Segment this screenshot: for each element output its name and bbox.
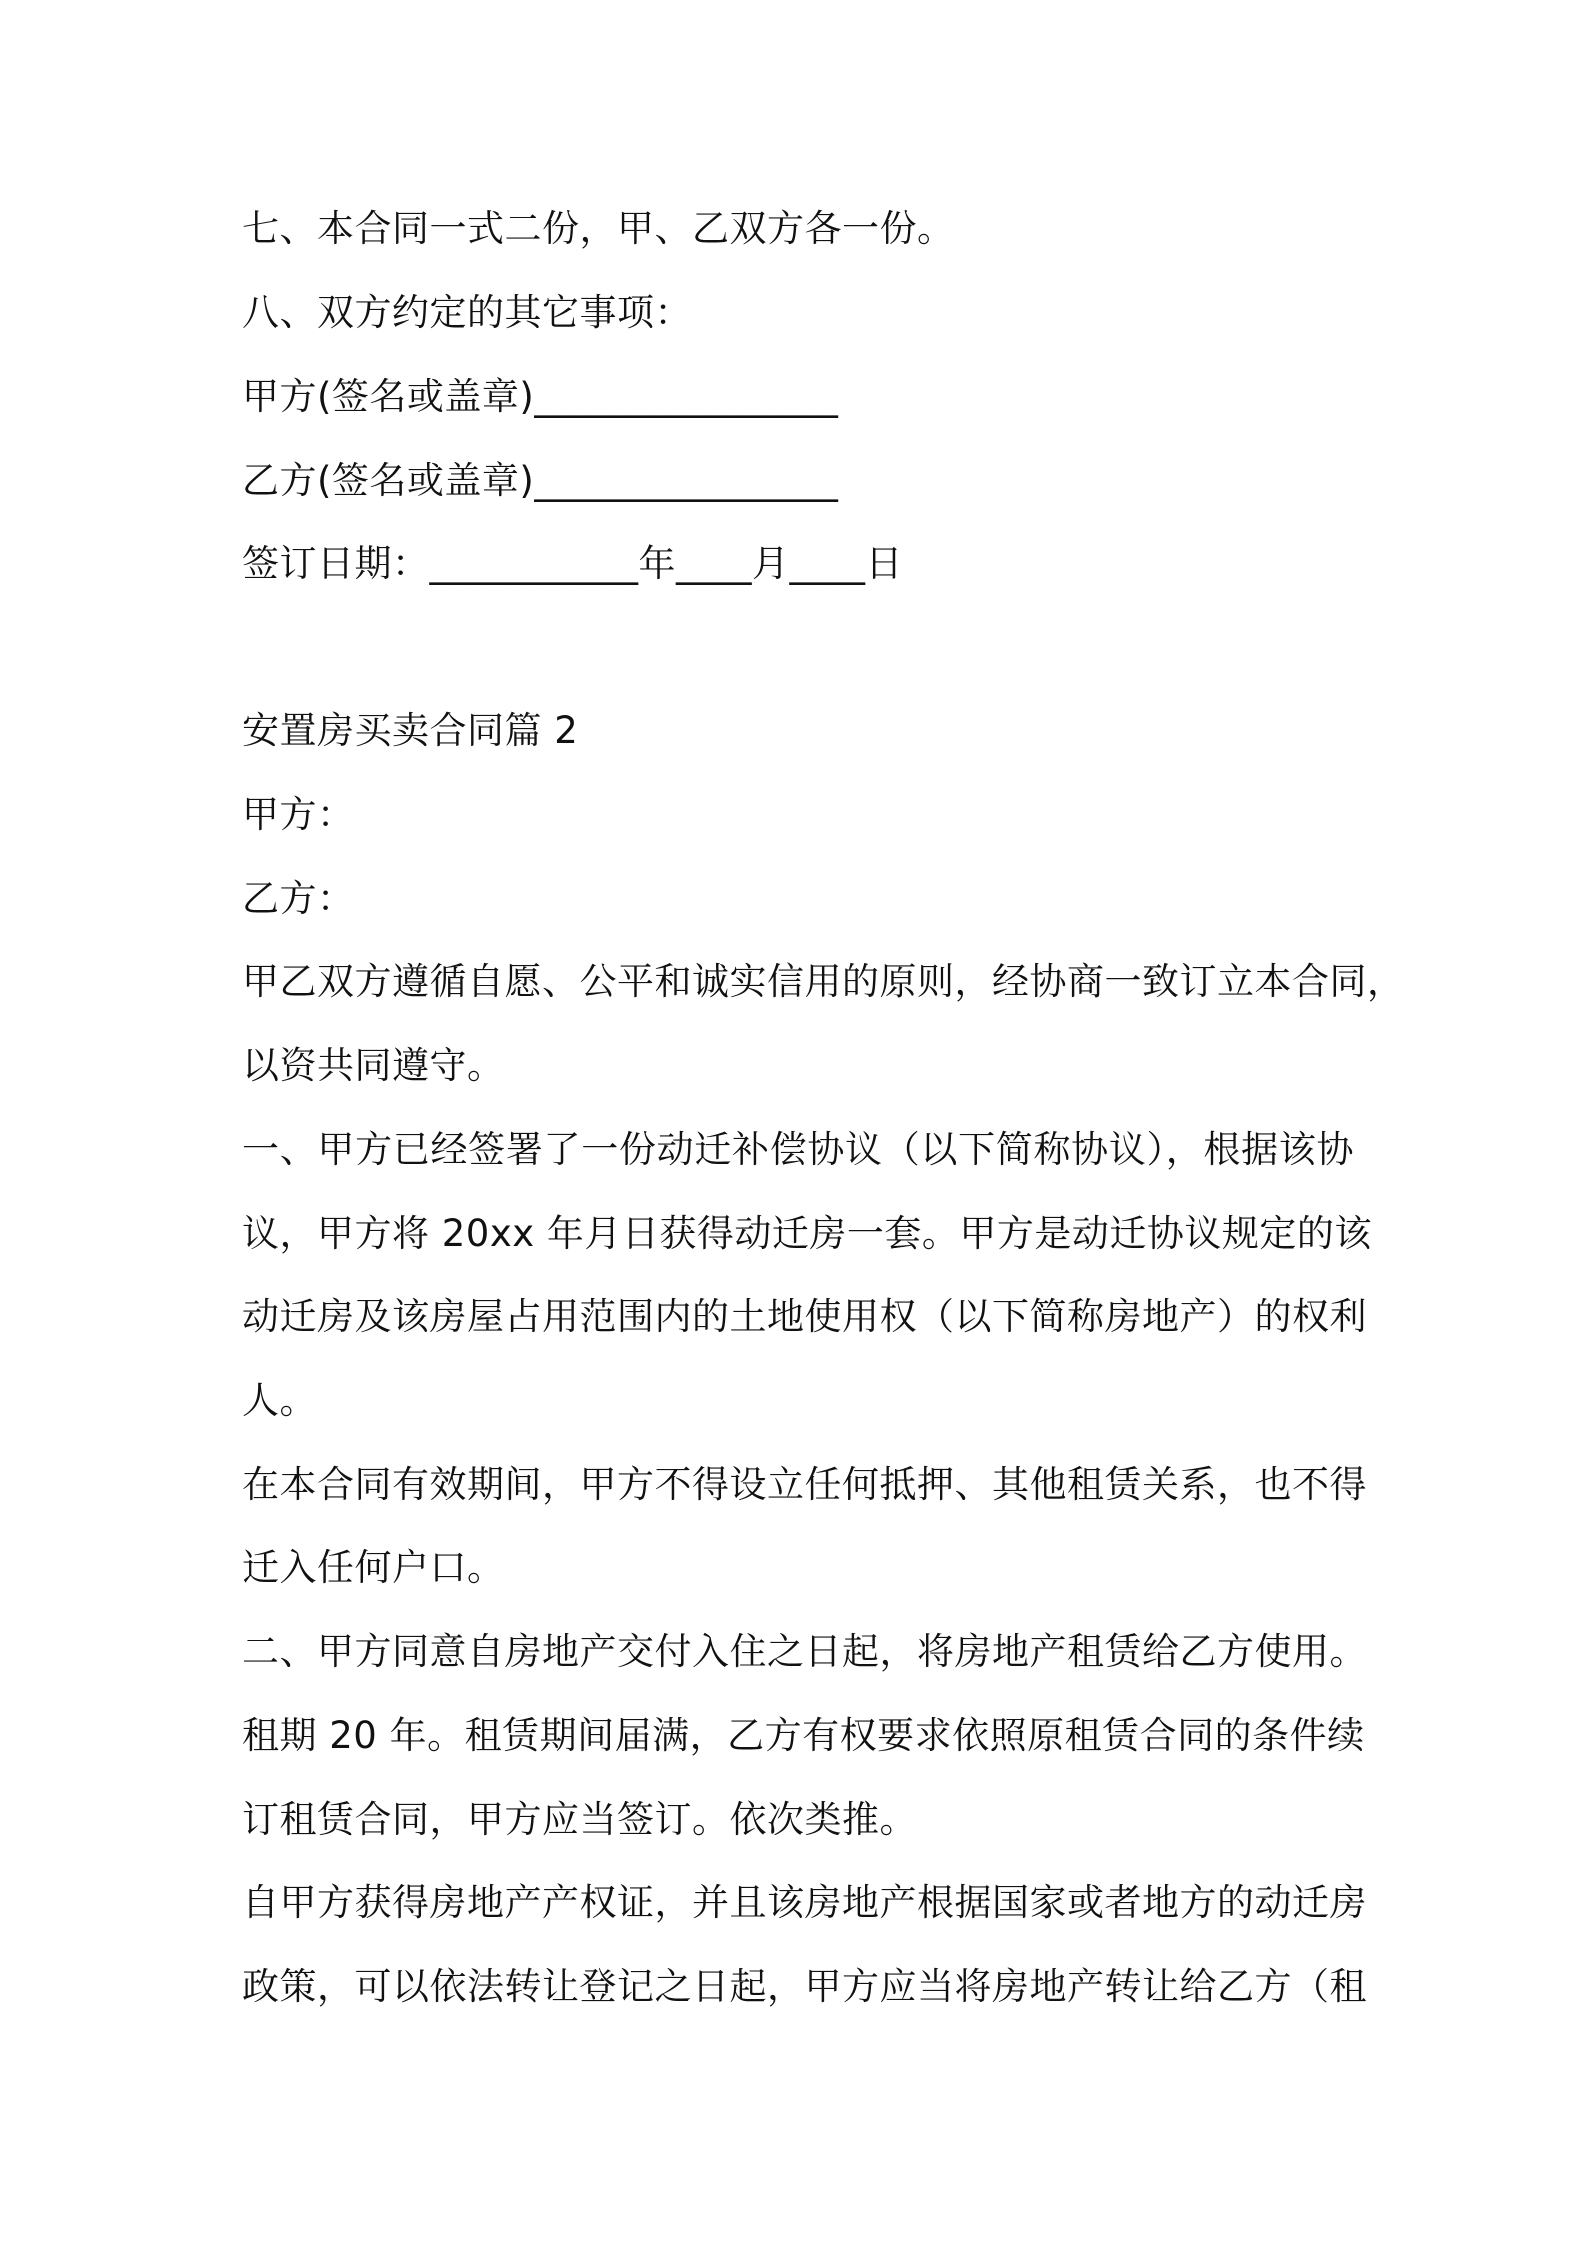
clause-2-line-3: 订租赁合同，甲方应当签订。依次类推。 (242, 1798, 917, 1841)
preamble-line-1: 甲乙双方遵循自愿、公平和诚实信用的原则，经协商一致订立本合同， (242, 960, 1405, 1003)
party-b-signature-line: 乙方(签名或盖章)________________ (242, 459, 839, 502)
clause-1-line-1: 一、甲方已经签署了一份动迁补偿协议（以下简称协议），根据该协 (242, 1128, 1354, 1171)
section-heading: 安置房买卖合同篇 2 (242, 709, 579, 752)
transfer-line-2: 政策，可以依法转让登记之日起，甲方应当将房地产转让给乙方（租 (242, 1965, 1367, 2008)
clause-1-line-2: 议，甲方将 20xx 年月日获得动迁房一套。甲方是动迁协议规定的该 (242, 1212, 1372, 1255)
clause-1-line-4: 人。 (242, 1379, 317, 1422)
party-a-label: 甲方： (242, 793, 355, 836)
clause-7: 七、本合同一式二份，甲、乙双方各一份。 (242, 207, 955, 250)
preamble-line-2: 以资共同遵守。 (242, 1044, 505, 1087)
party-b-label: 乙方： (242, 877, 355, 920)
clause-8: 八、双方约定的其它事项： (242, 291, 692, 334)
clause-1-line-3: 动迁房及该房屋占用范围内的土地使用权（以下简称房地产）的权利 (242, 1295, 1367, 1338)
clause-2-line-1: 二、甲方同意自房地产交付入住之日起，将房地产租赁给乙方使用。 (242, 1630, 1367, 1673)
party-a-signature-line: 甲方(签名或盖章)________________ (242, 375, 839, 418)
signing-date-line: 签订日期：___________年____月____日 (242, 542, 903, 585)
transfer-line-1: 自甲方获得房地产产权证，并且该房地产根据国家或者地方的动迁房 (242, 1881, 1367, 1924)
validity-line-2: 迁入任何户口。 (242, 1546, 505, 1589)
clause-2-line-2: 租期 20 年。租赁期间届满，乙方有权要求依照原租赁合同的条件续 (242, 1714, 1365, 1757)
validity-line-1: 在本合同有效期间，甲方不得设立任何抵押、其他租赁关系，也不得 (242, 1463, 1367, 1506)
